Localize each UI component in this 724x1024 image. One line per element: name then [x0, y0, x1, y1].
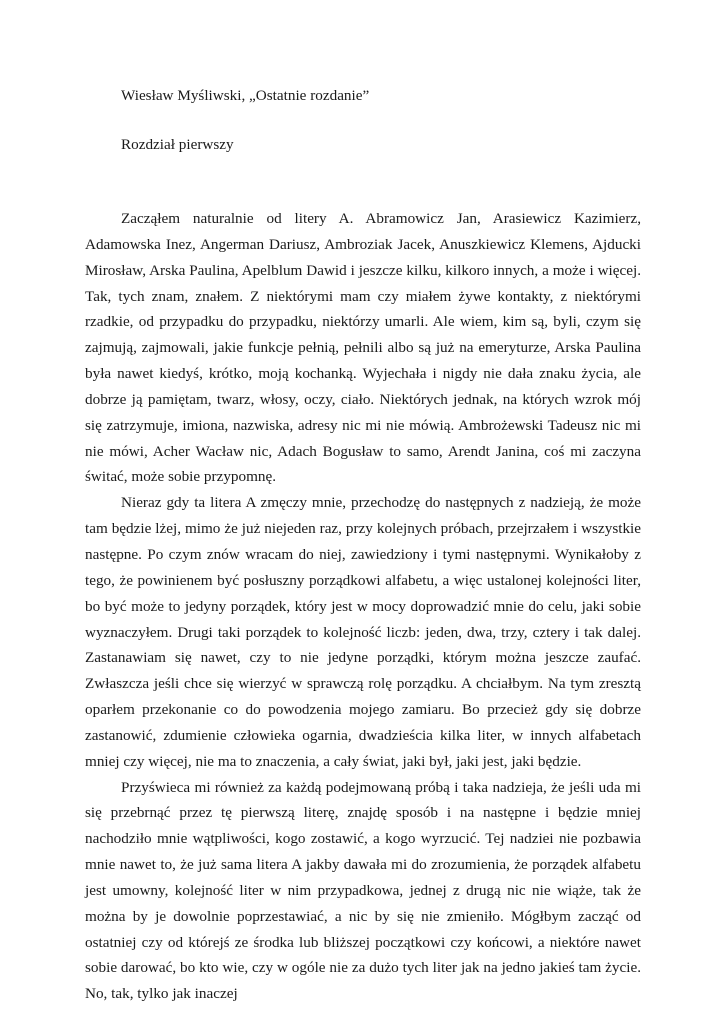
- paragraph-2: Nieraz gdy ta litera A zmęczy mnie, przechodzę do następnych z nadzieją, że może tam będzie lżej, mimo że już niejeden raz, przy kolejnych próbach, przejrzałem i wszystkie następne. Po czym znów wracam do niej, zawiedziony i tymi następnymi. Wynikałoby z tego, że powinienem być posłuszny porządkowi alfabetu, a więc ustalonej kolejności liter, bo być może to jedyny porządek, który jest w mocy doprowadzić mnie do celu, jaki sobie wyznaczyłem. Drugi taki porządek to kolejność liczb: jeden, dwa, trzy, cztery i tak dalej. Zastanawiam się nawet, czy to nie jedyne porządki, którym można jeszcze zaufać. Zwłaszcza jeśli chce się wierzyć w sprawczą rolę porządku. A chciałbym. Na tym zresztą oparłem przekonanie co do powodzenia mojego zamiaru. Bo przecież gdy się dobrze zastanowić, zdumienie człowieka ogarnia, dwadzieścia kilka liter, w innych alfabetach mniej czy więcej, nie ma to znaczenia, a cały świat, jaki był, jaki jest, jaki będzie.: [85, 494, 641, 770]
- paragraph-3: Przyświeca mi również za każdą podejmowaną próbą i taka nadzieja, że jeśli uda mi się przebrnąć przez tę pierwszą literę, znajdę sposób i na następne i będzie mniej nachodziło mnie wątpliwości, kogo zostawić, a kogo wyrzucić. Tej nadziei nie pozbawia mnie nawet to, że już sama litera A jakby dawała mi do zrozumienia, że porządek alfabetu jest umowny, kolejność liter w nim przypadkowa, jednej z drugą nic nie wiąże, tak że można by je dowolnie poprzestawiać, a nic by się nie zmieniło. Mógłbym zacząć od ostatniej czy od którejś ze środka lub bliższej początkowi czy końcowi, a niektóre nawet sobie darować, bo kto wie, czy w ogóle nie za dużo tych liter jak na jedno jakieś tam życie. No, tak, tylko jak inaczej: [85, 778, 641, 1003]
- paragraph-1: Zacząłem naturalnie od litery A. Abramowicz Jan, Arasiewicz Kazimierz, Adamowska Inez, Angerman Dariusz, Ambroziak Jacek, Anuszkiewicz Klemens, Ajducki Mirosław, Arska Paulina, Apelblum Dawid i jeszcze kilku, kilkoro innych, a może i więcej. Tak, tych znam, znałem. Z niektórymi mam czy miałem żywe kontakty, z niektórymi rzadkie, od przypadku do przypadku, niektórzy umarli. Ale wiem, kim są, byli, czym się zajmują, zajmowali, jakie funkcje pełnią, pełnili albo są już na emeryturze, Arska Paulina była nawet kiedyś, krótko, moją kochanką. Wyjechała i nigdy nie dała znaku życia, ale dobrze ją pamiętam, twarz, włosy, oczy, ciało. Niektórych jednak, na których wzrok mój się zatrzymuje, imiona, nazwiska, adresy nic mi nie mówią. Ambrożewski Tadeusz nic mi nie mówi, Acher Wacław nic, Adach Bogusław to samo, Arendt Janina, coś mi zaczyna świtać, może sobie przypomnę.: [85, 210, 641, 486]
- body-text: [85, 206, 641, 1007]
- chapter-title: Rozdział pierwszy: [121, 136, 234, 153]
- document-title: Wiesław Myśliwski, „Ostatnie rozdanie”: [121, 87, 370, 104]
